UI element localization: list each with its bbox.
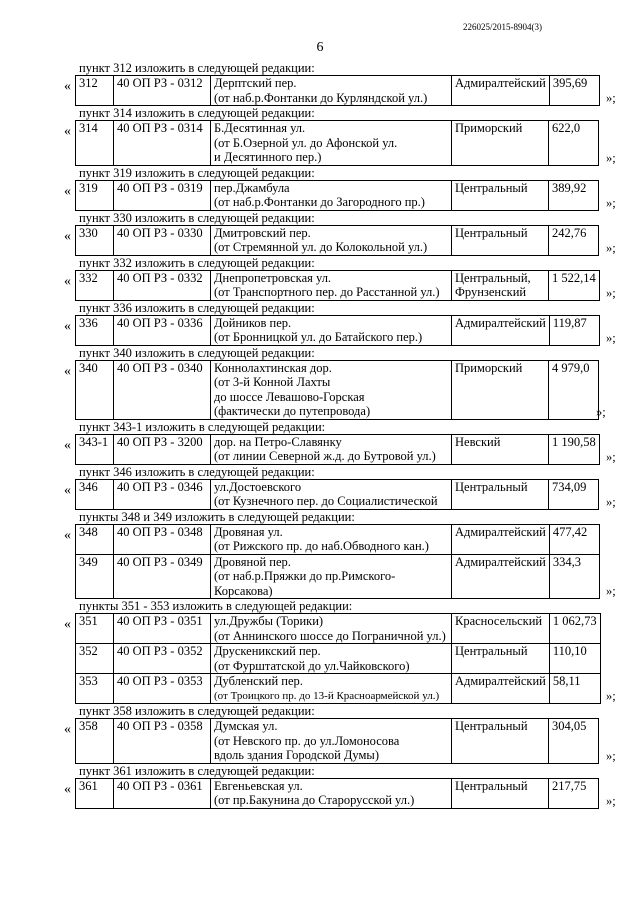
amendments-list <box>0 61 640 809</box>
table-row <box>76 180 599 210</box>
street-name: Коннолахтинская дор. <box>214 360 332 375</box>
table-row <box>76 674 601 704</box>
opening-quote: « <box>64 437 71 453</box>
closing-quote: »; <box>606 748 616 763</box>
table-row <box>76 121 599 166</box>
street-extent: и Десятинного пер.) <box>214 150 322 164</box>
closing-quote: »; <box>596 404 606 419</box>
opening-quote: « <box>64 124 71 139</box>
road-table <box>75 315 600 346</box>
row-number: 343-1 <box>76 434 114 464</box>
row-number: 312 <box>76 76 114 106</box>
district-name: Приморский <box>455 121 523 135</box>
road-code: 40 ОП РЗ - 0332 <box>114 270 211 300</box>
road-name-cell <box>211 121 452 166</box>
amendment-table-wrap <box>0 75 640 106</box>
document-id: 226025/2015-8904(3) <box>463 22 542 32</box>
opening-quote: « <box>64 482 71 498</box>
opening-quote: « <box>64 318 71 334</box>
opening-quote: « <box>64 617 71 632</box>
amendment-table-wrap <box>0 315 640 346</box>
amendment-heading: пункт 361 изложить в следующей редакции: <box>79 763 315 778</box>
closing-quote: »; <box>606 793 616 808</box>
street-name: Друскеникский пер. <box>214 644 321 658</box>
table-row <box>76 225 599 255</box>
district-cell <box>452 76 550 106</box>
amendment-heading: пункт 340 изложить в следующей редакции: <box>79 345 315 360</box>
amendment-heading: пункт 319 изложить в следующей редакции: <box>79 165 315 180</box>
road-code: 40 ОП РЗ - 0319 <box>114 180 211 210</box>
road-table <box>75 524 600 600</box>
amendment-table-wrap <box>0 778 640 809</box>
road-table <box>75 434 600 465</box>
road-name-cell <box>211 434 452 464</box>
street-extent: (от Кузнечного пер. до Социалистической <box>214 494 438 508</box>
street-extent: (от Транспортного пер. до Расстанной ул.) <box>214 285 440 299</box>
opening-quote: « <box>64 722 71 737</box>
street-name: Дмитровский пер. <box>214 225 311 240</box>
road-code: 40 ОП РЗ - 0346 <box>114 479 211 509</box>
district-name: Центральный <box>455 719 528 733</box>
road-name-cell <box>211 270 452 300</box>
district-name: Адмиралтейский <box>455 554 546 569</box>
table-row <box>76 778 599 808</box>
amendment-table-wrap <box>0 360 640 420</box>
closing-quote: »; <box>606 91 616 105</box>
amendment-heading: пункт 336 изложить в следующей редакции: <box>79 300 315 315</box>
district-cell <box>452 719 549 764</box>
road-length: 58,11 <box>549 674 600 704</box>
closing-quote: »; <box>606 689 616 703</box>
road-name-cell <box>211 360 452 419</box>
road-code: 40 ОП РЗ - 0336 <box>114 315 211 345</box>
amendment-table-wrap <box>0 120 640 166</box>
district-cell <box>452 479 549 509</box>
district-name: Центральный <box>455 479 528 494</box>
amendment-heading: пункт 346 изложить в следующей редакции: <box>79 464 315 479</box>
road-name-cell <box>211 644 452 674</box>
closing-quote: »; <box>606 330 616 345</box>
road-table <box>75 778 599 809</box>
street-extent: (от линии Северной ж.д. до Бутровой ул.) <box>214 449 436 463</box>
amendment-heading: пункты 348 и 349 изложить в следующей редакции: <box>79 509 355 524</box>
amendment-table-wrap <box>0 270 640 301</box>
district-cell <box>452 614 550 644</box>
road-name-cell <box>211 479 452 509</box>
amendment-table-wrap <box>0 180 640 211</box>
street-extent: (от Невского пр. до ул.Ломоносова <box>214 733 400 748</box>
amendment-heading: пункт 332 изложить в следующей редакции: <box>79 255 315 270</box>
road-name-cell <box>211 778 452 808</box>
amendment-table-wrap <box>0 718 640 764</box>
road-code: 40 ОП РЗ - 0349 <box>114 554 211 599</box>
district-cell <box>452 434 549 464</box>
street-name: ул.Достоевского <box>214 479 302 494</box>
opening-quote: « <box>64 228 71 244</box>
row-number: 352 <box>76 644 114 674</box>
opening-quote: « <box>64 183 71 199</box>
street-name: ул.Дружбы (Торики) <box>214 614 324 628</box>
road-length: 1 062,73 <box>549 614 600 644</box>
opening-quote: « <box>64 79 71 94</box>
opening-quote: « <box>64 781 71 797</box>
road-length: 217,75 <box>549 778 599 808</box>
closing-quote: »; <box>606 285 616 300</box>
table-row <box>76 360 599 419</box>
closing-quote: »; <box>606 240 616 255</box>
district-cell <box>452 554 550 599</box>
street-extent: (от Бронницкой ул. до Батайского пер.) <box>214 330 423 344</box>
road-table <box>75 225 599 256</box>
district-cell <box>452 270 549 300</box>
amendment-heading: пункт 314 изложить в следующей редакции: <box>79 106 315 120</box>
road-name-cell <box>211 554 452 599</box>
road-code: 40 ОП РЗ - 0358 <box>114 719 211 764</box>
road-table <box>75 180 599 211</box>
district-cell <box>452 180 549 210</box>
road-name-cell <box>211 674 452 704</box>
street-name: дор. на Петро-Славянку <box>214 434 342 449</box>
table-row <box>76 719 599 764</box>
street-extent: (от наб.р.Фонтанки до Загородного пр.) <box>214 195 425 209</box>
road-length: 389,92 <box>549 180 599 210</box>
district-name: Центральный <box>455 180 528 195</box>
road-code: 40 ОП РЗ - 0330 <box>114 225 211 255</box>
district-cell <box>452 524 550 554</box>
road-code: 40 ОП РЗ - 0348 <box>114 524 211 554</box>
street-name: Евгеньевская ул. <box>214 778 303 793</box>
road-code: 40 ОП РЗ - 3200 <box>114 434 211 464</box>
table-row <box>76 614 601 644</box>
row-number: 332 <box>76 270 114 300</box>
street-extent: вдоль здания Городской Думы) <box>214 748 379 762</box>
road-code: 40 ОП РЗ - 0340 <box>114 360 211 419</box>
road-name-cell <box>211 225 452 255</box>
street-extent: (от 3-й Конной Лахты <box>214 375 331 389</box>
row-number: 330 <box>76 225 114 255</box>
row-number: 314 <box>76 121 114 166</box>
district-cell <box>452 360 549 419</box>
road-length: 110,10 <box>549 644 600 674</box>
street-name: Дровяная ул. <box>214 524 283 539</box>
amendment-table-wrap <box>0 613 640 704</box>
street-extent: (от наб.р.Фонтанки до Курляндской ул.) <box>214 90 428 105</box>
district-name: Адмиралтейский <box>455 524 546 539</box>
street-extent: (от Стремянной ул. до Колокольной ул.) <box>214 240 428 254</box>
district-name: Адмиралтейский <box>455 76 546 90</box>
road-length: 395,69 <box>549 76 599 106</box>
amendment-heading: пункт 312 изложить в следующей редакции: <box>79 61 315 75</box>
opening-quote: « <box>64 273 71 289</box>
district-name: Красносельский <box>455 614 543 628</box>
road-length: 4 979,0 <box>549 360 599 419</box>
road-name-cell <box>211 614 452 644</box>
closing-quote: »; <box>606 449 616 464</box>
district-name: Фрунзенский <box>455 285 527 299</box>
district-name: Центральный, <box>455 270 531 285</box>
district-name: Центральный <box>455 225 528 240</box>
district-cell <box>452 778 549 808</box>
road-length: 242,76 <box>549 225 599 255</box>
amendment-table-wrap <box>0 524 640 600</box>
table-row <box>76 554 600 599</box>
closing-quote: »; <box>606 150 616 165</box>
table-row <box>76 434 600 464</box>
road-code: 40 ОП РЗ - 0312 <box>114 76 211 106</box>
amendment-heading: пункт 343-1 изложить в следующей редакции: <box>79 419 326 434</box>
street-name: пер.Джамбула <box>214 180 290 195</box>
district-cell <box>452 674 550 704</box>
road-name-cell <box>211 315 452 345</box>
road-table <box>75 479 599 510</box>
street-extent: (от Фурштатской до ул.Чайковского) <box>214 658 410 673</box>
road-code: 40 ОП РЗ - 0353 <box>114 674 211 704</box>
opening-quote: « <box>64 363 71 379</box>
row-number: 319 <box>76 180 114 210</box>
amendment-table-wrap <box>0 479 640 510</box>
row-number: 348 <box>76 524 114 554</box>
district-cell <box>452 225 549 255</box>
street-name: Думская ул. <box>214 719 278 733</box>
street-extent: (от Аннинского шоссе до Пограничной ул.) <box>214 628 446 643</box>
district-name: Центральный <box>455 644 528 658</box>
street-name: Дойников пер. <box>214 315 292 330</box>
district-name: Приморский <box>455 360 523 375</box>
closing-quote: »; <box>606 584 616 598</box>
road-length: 622,0 <box>549 121 599 166</box>
district-name: Адмиралтейский <box>455 674 546 688</box>
district-cell <box>452 121 549 166</box>
street-name: Дерптский пер. <box>214 76 297 90</box>
street-name: Дровяной пер. <box>214 554 291 569</box>
road-table <box>75 120 599 166</box>
street-extent: (от Рижского пр. до наб.Обводного кан.) <box>214 539 429 553</box>
road-length: 304,05 <box>549 719 599 764</box>
street-extent: (фактически до путепровода) <box>214 404 371 418</box>
road-name-cell <box>211 76 452 106</box>
row-number: 361 <box>76 778 114 808</box>
road-table <box>75 718 599 764</box>
road-length: 334,3 <box>549 554 599 599</box>
closing-quote: »; <box>606 494 616 509</box>
road-name-cell <box>211 180 452 210</box>
district-name: Центральный <box>455 778 528 793</box>
street-extent: (от пр.Бакунина до Старорусской ул.) <box>214 793 415 807</box>
row-number: 353 <box>76 674 114 704</box>
amendment-table-wrap <box>0 434 640 465</box>
row-number: 346 <box>76 479 114 509</box>
row-number: 351 <box>76 614 114 644</box>
road-table <box>75 75 600 106</box>
road-table <box>75 270 600 301</box>
street-extent: (от Троицкого пр. до 13-й Красноармейской ул.) <box>214 689 440 702</box>
row-number: 336 <box>76 315 114 345</box>
closing-quote: »; <box>606 195 616 210</box>
road-code: 40 ОП РЗ - 0361 <box>114 778 211 808</box>
street-extent: (от наб.р.Пряжки до пр.Римского- <box>214 569 396 583</box>
district-cell <box>452 644 550 674</box>
page-number: 6 <box>316 40 324 55</box>
road-table <box>75 613 601 704</box>
amendment-heading: пункт 330 изложить в следующей редакции: <box>79 210 315 225</box>
street-extent: Корсакова) <box>214 583 273 598</box>
street-extent: до шоссе Левашово-Горская <box>214 389 365 404</box>
table-row <box>76 524 600 554</box>
opening-quote: « <box>64 527 71 543</box>
district-name: Невский <box>455 434 501 449</box>
street-name: Б.Десятинная ул. <box>214 121 306 135</box>
amendment-table-wrap <box>0 225 640 256</box>
road-length: 477,42 <box>549 524 599 554</box>
road-length: 1 522,14 <box>549 270 600 300</box>
street-extent: (от Б.Озерной ул. до Афонской ул. <box>214 135 398 150</box>
road-name-cell <box>211 719 452 764</box>
road-length: 1 190,58 <box>549 434 600 464</box>
row-number: 349 <box>76 554 114 599</box>
amendment-heading: пункт 358 изложить в следующей редакции: <box>79 704 315 718</box>
road-code: 40 ОП РЗ - 0351 <box>114 614 211 644</box>
street-name: Днепропетровская ул. <box>214 270 332 285</box>
row-number: 340 <box>76 360 114 419</box>
table-row <box>76 644 601 674</box>
street-name: Дубленский пер. <box>214 674 303 688</box>
row-number: 358 <box>76 719 114 764</box>
road-length: 119,87 <box>549 315 599 345</box>
table-row <box>76 270 600 300</box>
road-length: 734,09 <box>549 479 599 509</box>
table-row <box>76 479 599 509</box>
district-name: Адмиралтейский <box>455 315 546 330</box>
table-row <box>76 76 600 106</box>
road-code: 40 ОП РЗ - 0314 <box>114 121 211 166</box>
amendment-heading: пункты 351 - 353 изложить в следующей редакции: <box>79 599 353 613</box>
table-row <box>76 315 600 345</box>
road-code: 40 ОП РЗ - 0352 <box>114 644 211 674</box>
road-name-cell <box>211 524 452 554</box>
district-cell <box>452 315 550 345</box>
road-table <box>75 360 599 420</box>
